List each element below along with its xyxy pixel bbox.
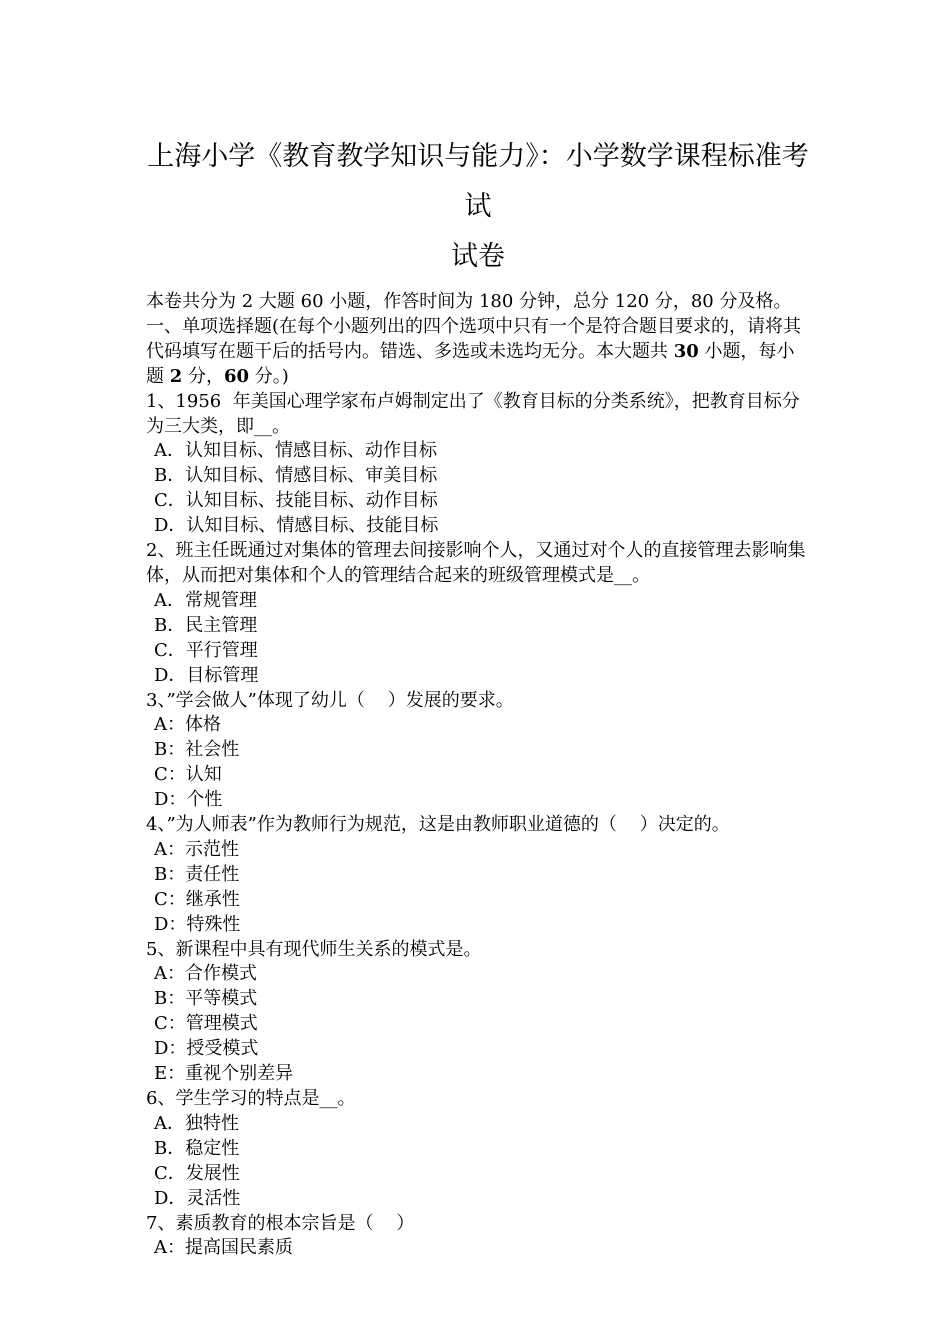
question-6 xyxy=(146,1087,810,1212)
section-question-count: 30 xyxy=(673,340,699,362)
option-a: A：提高国民素质 xyxy=(154,1237,293,1259)
option-b: B：责任性 xyxy=(154,863,240,885)
section-heading-text-c: 分， xyxy=(182,365,224,387)
question-1 xyxy=(146,390,810,539)
question-stem: 6、学生学习的特点是__。 xyxy=(146,1088,356,1109)
section-heading xyxy=(146,315,810,390)
option-d: D：授受模式 xyxy=(154,1038,259,1060)
option-d: D：特殊性 xyxy=(154,913,241,935)
option-d: D．认知目标、情感目标、技能目标 xyxy=(154,515,439,537)
question-4 xyxy=(146,813,810,938)
option-a: A：体格 xyxy=(154,714,221,736)
exam-intro: 本卷共分为 2 大题 60 小题，作答时间为 180 分钟，总分 120 分，80 分及格。 xyxy=(146,291,792,312)
question-7 xyxy=(146,1212,810,1262)
question-5 xyxy=(146,938,810,1087)
option-c: C．认知目标、技能目标、动作目标 xyxy=(154,490,438,512)
question-stem: 7、素质教育的根本宗旨是（ ） xyxy=(146,1212,415,1234)
question-stem: 2、班主任既通过对集体的管理去间接影响个人，又通过对个人的直接管理去影响集体，从而把对集体和个人的管理结合起来的班级管理模式是__。 xyxy=(146,540,806,586)
document-title xyxy=(146,132,810,282)
section-heading-text-b: 小题，每小题 xyxy=(146,340,795,387)
option-b: B．认知目标、情感目标、审美目标 xyxy=(154,465,438,487)
option-b: B：社会性 xyxy=(154,739,240,761)
question-stem: 5、新课程中具有现代师生关系的模式是。 xyxy=(146,938,482,960)
option-c: C．平行管理 xyxy=(154,639,258,661)
section-heading-text-d: 分。) xyxy=(249,365,289,387)
section-points-total: 60 xyxy=(224,365,250,387)
option-a: A：示范性 xyxy=(154,838,239,860)
question-2 xyxy=(146,539,810,688)
title-line-2: 试卷 xyxy=(451,241,505,272)
question-stem: 3、”学会做人”体现了幼儿（ ）发展的要求。 xyxy=(146,689,514,711)
section-points-each: 2 xyxy=(169,365,183,387)
option-c: C：认知 xyxy=(154,764,222,786)
option-a: A：合作模式 xyxy=(154,963,257,985)
option-d: D．灵活性 xyxy=(154,1187,241,1209)
title-line-1: 上海小学《教育教学知识与能力》：小学数学课程标准考试 xyxy=(147,141,809,222)
option-b: B．稳定性 xyxy=(154,1137,240,1159)
option-a: A．独特性 xyxy=(154,1112,239,1134)
option-b: B：平等模式 xyxy=(154,988,258,1010)
option-a: A．认知目标、情感目标、动作目标 xyxy=(154,440,437,462)
question-stem: 1、1956 年美国心理学家布卢姆制定出了《教育目标的分类系统》，把教育目标分为三大类，即__。 xyxy=(146,390,800,437)
option-d: D：个性 xyxy=(154,789,223,811)
section-heading-text-a: 一、单项选择题(在每个小题列出的四个选项中只有一个是符合题目要求的，请将其代码填写在题干后的括号内。错选、多选或未选均无分。本大题共 xyxy=(146,315,802,362)
option-c: C．发展性 xyxy=(154,1162,240,1184)
question-3 xyxy=(146,689,810,814)
option-b: B．民主管理 xyxy=(154,614,258,636)
option-c: C：继承性 xyxy=(154,888,240,910)
option-d: D．目标管理 xyxy=(154,664,259,686)
option-c: C：管理模式 xyxy=(154,1013,258,1035)
question-list xyxy=(146,390,810,1262)
question-stem: 4、”为人师表”作为教师行为规范，这是由教师职业道德的（ ）决定的。 xyxy=(146,814,730,836)
option-e: E：重视个别差异 xyxy=(154,1063,294,1085)
option-a: A．常规管理 xyxy=(154,589,257,611)
